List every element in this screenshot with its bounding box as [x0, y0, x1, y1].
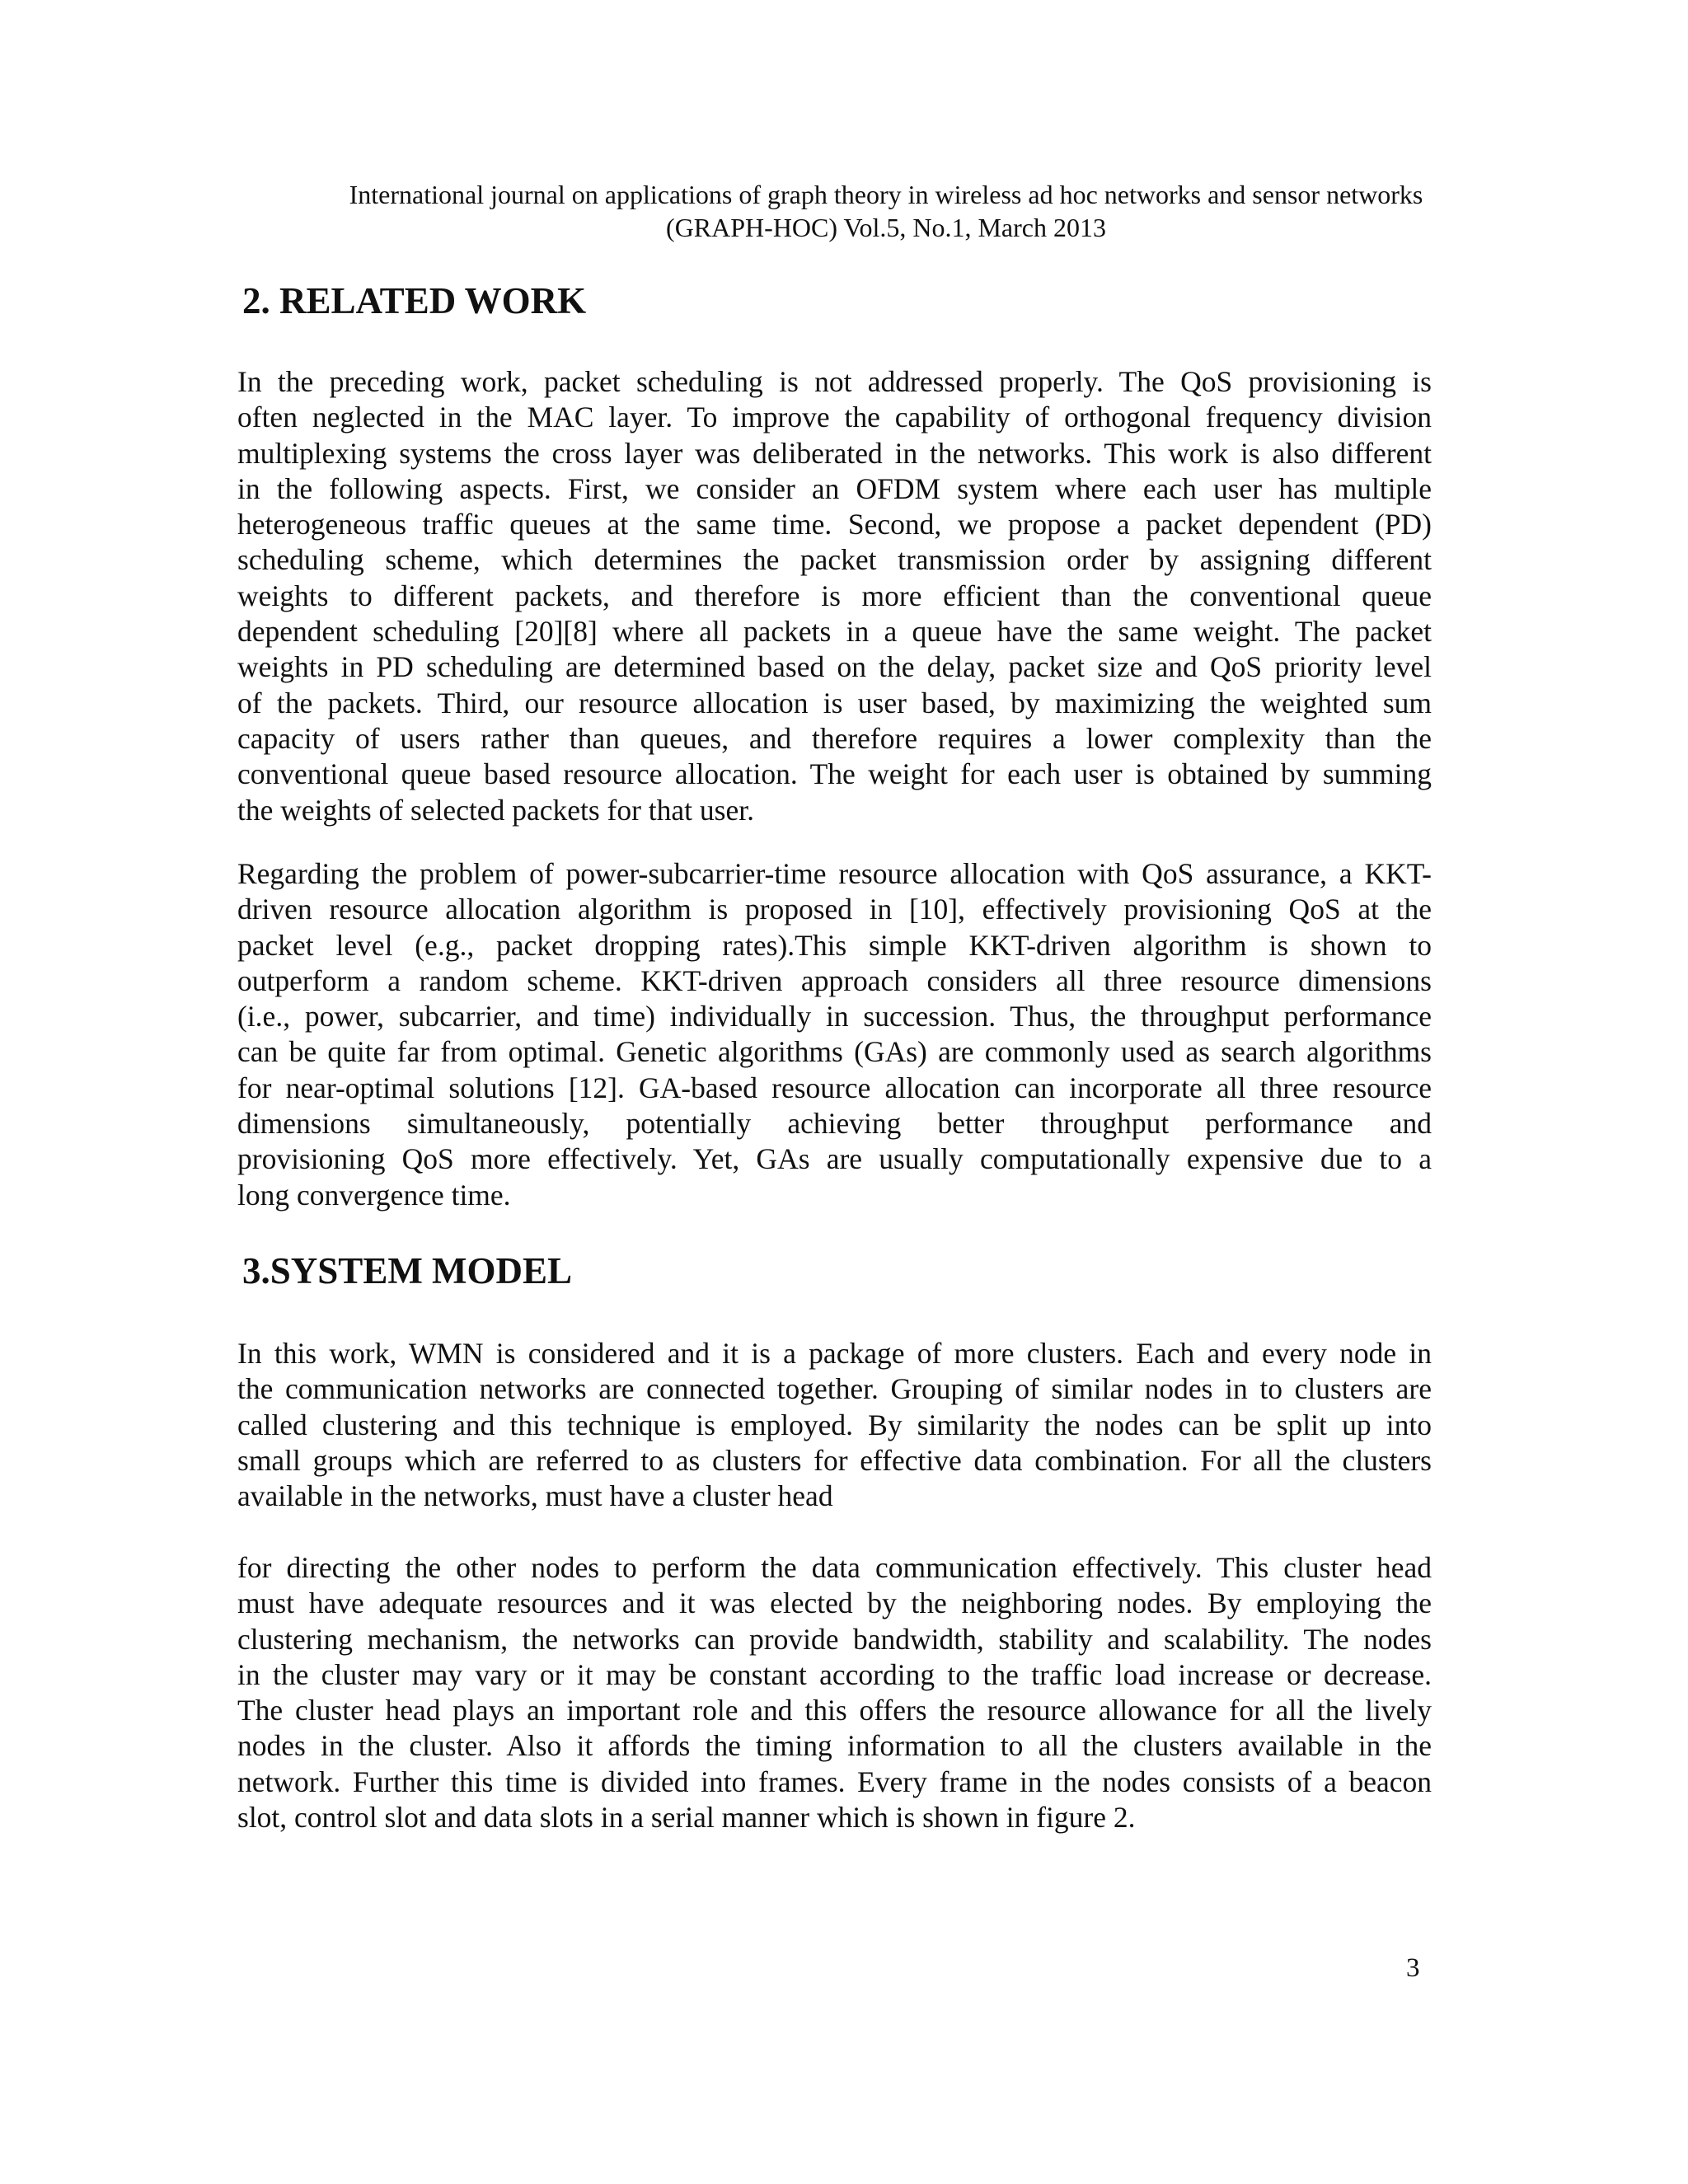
- text-line: outperform a random scheme. KKT-driven approach considers all three resource dimensions: [237, 963, 1432, 997]
- text-line: available in the networks, must have a cluster head: [237, 1479, 833, 1513]
- text-line: scheduling scheme, which determines the packet transmission order by assigning different: [237, 543, 1432, 577]
- text-line: (i.e., power, subcarrier, and time) individually in succession. Thus, the throughput performance: [237, 1000, 1432, 1033]
- text-line: for directing the other nodes to perform the data communication effectively. This cluster head: [237, 1551, 1432, 1584]
- text-line: In the preceding work, packet scheduling is not addressed properly. The QoS provisioning is: [237, 365, 1432, 398]
- journal-title-line: International journal on applications of graph theory in wireless ad hoc networks and sensor networks: [349, 180, 1423, 209]
- text-line: The cluster head plays an important role and this offers the resource allowance for all the lively: [237, 1694, 1432, 1727]
- text-line: weights in PD scheduling are determined based on the delay, packet size and QoS priority level: [237, 650, 1432, 684]
- text-line: heterogeneous traffic queues at the same time. Second, we propose a packet dependent (PD): [237, 508, 1432, 541]
- text-line: conventional queue based resource allocation. The weight for each user is obtained by summing: [237, 757, 1432, 791]
- text-line: of the packets. Third, our resource allocation is user based, by maximizing the weighted sum: [237, 686, 1432, 719]
- text-line: called clustering and this technique is employed. By similarity the nodes can be split up into: [237, 1408, 1432, 1441]
- text-line: must have adequate resources and it was elected by the neighboring nodes. By employing the: [237, 1586, 1432, 1620]
- system-model-paragraph-2: [237, 1550, 1432, 1835]
- text-line: packet level (e.g., packet dropping rates).This simple KKT-driven algorithm is shown to: [237, 928, 1432, 962]
- related-work-paragraph-1: [237, 364, 1432, 828]
- text-line: multiplexing systems the cross layer was deliberated in the networks. This work is also different: [237, 436, 1432, 470]
- text-line: slot, control slot and data slots in a serial manner which is shown in figure 2.: [237, 1801, 1136, 1835]
- running-header: [0, 178, 1688, 244]
- text-line: capacity of users rather than queues, and therefore requires a lower complexity than the: [237, 721, 1432, 755]
- journal-volume-line: (GRAPH-HOC) Vol.5, No.1, March 2013: [666, 213, 1106, 242]
- text-line: provisioning QoS more effectively. Yet, GAs are usually computationally expensive due to a: [237, 1142, 1432, 1176]
- page-number: 3: [1406, 1953, 1420, 1983]
- text-line: nodes in the cluster. Also it affords the timing information to all the clusters available in the: [237, 1729, 1432, 1763]
- text-line: weights to different packets, and therefore is more efficient than the conventional queue: [237, 579, 1432, 612]
- text-line: network. Further this time is divided into frames. Every frame in the nodes consists of a beacon: [237, 1765, 1432, 1798]
- text-line: dimensions simultaneously, potentially achieving better throughput performance and: [237, 1107, 1432, 1141]
- text-line: the communication networks are connected together. Grouping of similar nodes in to clusters are: [237, 1372, 1432, 1406]
- text-line: often neglected in the MAC layer. To improve the capability of orthogonal frequency division: [237, 401, 1432, 434]
- text-line: dependent scheduling [20][8] where all packets in a queue have the same weight. The packet: [237, 615, 1432, 649]
- section-heading-system-model: 3.SYSTEM MODEL: [242, 1250, 573, 1291]
- text-line: small groups which are referred to as clusters for effective data combination. For all the clusters: [237, 1443, 1432, 1477]
- text-line: In this work, WMN is considered and it is a package of more clusters. Each and every node in: [237, 1337, 1432, 1370]
- text-line: driven resource allocation algorithm is proposed in [10], effectively provisioning QoS at the: [237, 893, 1432, 926]
- system-model-paragraph-1: [237, 1336, 1432, 1514]
- text-line: in the cluster may vary or it may be constant according to the traffic load increase or decrease.: [237, 1657, 1432, 1691]
- text-line: in the following aspects. First, we consider an OFDM system where each user has multiple: [237, 471, 1432, 505]
- text-line: clustering mechanism, the networks can provide bandwidth, stability and scalability. The nodes: [237, 1622, 1432, 1656]
- text-line: Regarding the problem of power-subcarrier-time resource allocation with QoS assurance, a KKT-: [237, 857, 1432, 890]
- text-line: long convergence time.: [237, 1178, 511, 1212]
- text-line: for near-optimal solutions [12]. GA-based resource allocation can incorporate all three resource: [237, 1071, 1432, 1104]
- related-work-paragraph-2: [237, 856, 1432, 1213]
- text-line: the weights of selected packets for that user.: [237, 793, 754, 827]
- text-line: can be quite far from optimal. Genetic algorithms (GAs) are commonly used as search algorithms: [237, 1035, 1432, 1069]
- section-heading-related-work: 2. RELATED WORK: [242, 280, 587, 321]
